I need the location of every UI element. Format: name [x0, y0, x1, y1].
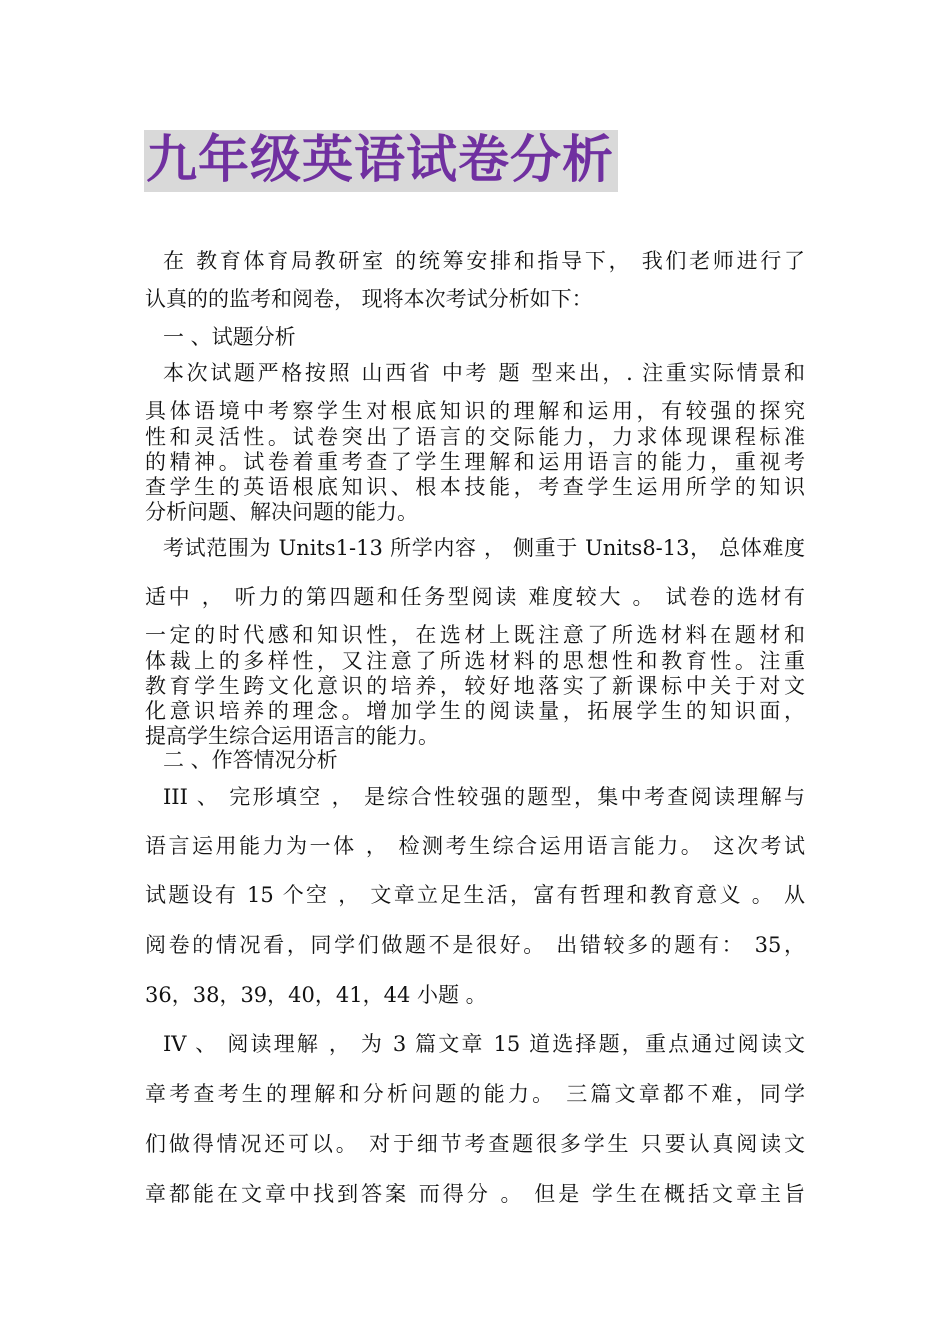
section-heading: 二 、作答情况分析: [163, 748, 338, 772]
paragraph-line: 阅卷的情况看，同学们做题不是很好。 出错较多的题有： 35，: [145, 933, 805, 957]
paragraph-line: IV 、 阅读理解 ， 为 3 篇文章 15 道选择题，重点通过阅读文: [163, 1032, 805, 1056]
paragraph-line: 体裁上的多样性，又注意了所选材料的思想性和教育性。注重: [145, 649, 805, 673]
paragraph-line: 教育学生跨文化意识的培养，较好地落实了新课标中关于对文: [145, 674, 805, 698]
paragraph-line: 提高学生综合运用语言的能力。: [145, 724, 439, 748]
paragraph-line: 语言运用能力为一体 ， 检测考生综合运用语言能力。 这次考试: [145, 834, 805, 858]
paragraph-line: 考试范围为 Units1-13 所学内容 ， 侧重于 Units8-13， 总体难度: [163, 536, 805, 560]
paragraph-line: 36，38，39，40，41，44 小题 。: [145, 983, 487, 1007]
document-title: 九年级英语试卷分析: [146, 131, 615, 190]
paragraph-line: 性和灵活性。试卷突出了语言的交际能力，力求体现课程标准: [145, 425, 805, 449]
title-highlight: [144, 130, 618, 192]
paragraph-line: 在 教育体育局教研室 的统筹安排和指导下， 我们老师进行了: [163, 249, 805, 273]
paragraph-line: 一定的时代感和知识性，在选材上既注意了所选材料在题材和: [145, 623, 805, 647]
paragraph-line: 适中 ， 听力的第四题和任务型阅读 难度较大 。 试卷的选材有: [145, 585, 805, 609]
paragraph-line: 试题设有 15 个空 ， 文章立足生活，富有哲理和教育意义 。 从: [145, 883, 805, 907]
paragraph-line: 章考查考生的理解和分析问题的能力。 三篇文章都不难，同学: [145, 1082, 805, 1106]
paragraph-line: 本次试题严格按照 山西省 中考 题 型来出，. 注重实际情景和: [163, 361, 805, 385]
paragraph-line: 的精神。试卷着重考查了学生理解和运用语言的能力，重视考: [145, 450, 805, 474]
paragraph-line: 认真的的监考和阅卷， 现将本次考试分析如下：: [145, 287, 593, 311]
paragraph-line: 章都能在文章中找到答案 而得分 。 但是 学生在概括文章主旨: [145, 1182, 805, 1206]
paragraph-line: III 、 完形填空 ， 是综合性较强的题型，集中考查阅读理解与: [163, 785, 805, 809]
section-heading: 一 、试题分析: [163, 325, 296, 349]
paragraph-line: 查学生的英语根底知识、根本技能，考查学生运用所学的知识: [145, 475, 805, 499]
paragraph-line: 分析问题、解决问题的能力。: [145, 500, 418, 524]
paragraph-line: 具体语境中考察学生对根底知识的理解和运用，有较强的探究: [145, 399, 805, 423]
paragraph-line: 化意识培养的理念。增加学生的阅读量，拓展学生的知识面，: [145, 699, 805, 723]
paragraph-line: 们做得情况还可以。 对于细节考查题很多学生 只要认真阅读文: [145, 1132, 805, 1156]
